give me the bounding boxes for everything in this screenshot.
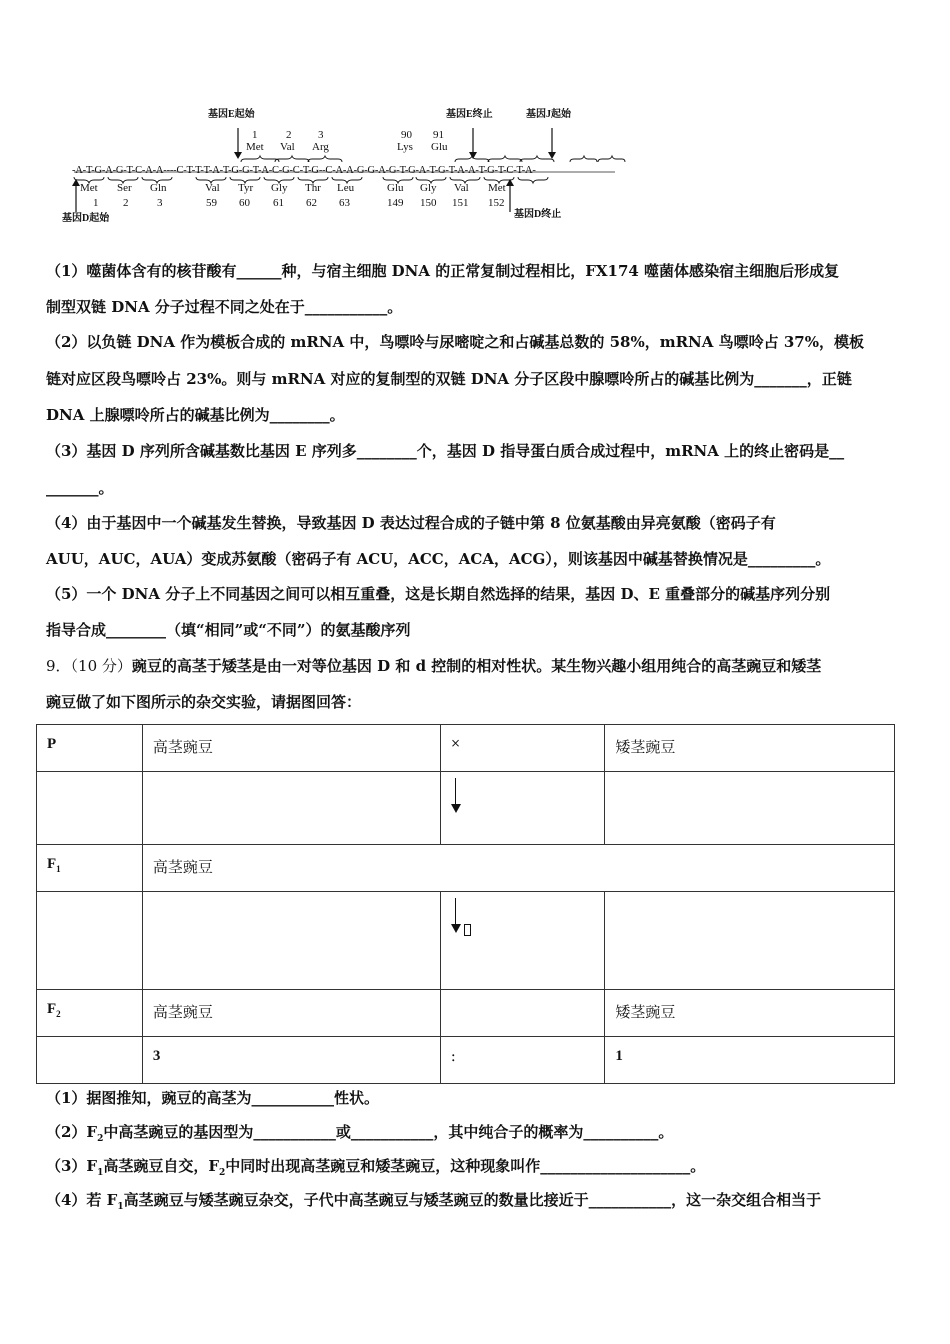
- ratio-colon: ：: [450, 1050, 463, 1064]
- gene-d-codon-aa: Val: [454, 182, 469, 194]
- gene-e-codon-aa: Arg: [312, 141, 329, 153]
- gene-e-codon-aa: Val: [280, 141, 295, 153]
- q8-sub1-line2: 制型双链 DNA 分子过程不同之处在于___________。: [46, 298, 403, 316]
- q8-sub1-line1: （1）噬菌体含有的核苷酸有______种，与宿主细胞 DNA 的正常复制过程相比，FX174 噬菌体感染宿主细胞后形成复: [46, 262, 840, 280]
- gene-overlap-figure: [60, 104, 630, 228]
- gene-d-codon-aa: Gln: [150, 182, 167, 194]
- gene-d-end-label: 基因D终止: [514, 209, 562, 220]
- q8-sub5-line2: 指导合成________（填“相同”或“不同”）的氨基酸序列: [46, 621, 411, 639]
- q8-sub2-line3: DNA 上腺嘌呤所占的碱基比例为________。: [46, 406, 345, 424]
- f2-dwarf-pea: 矮茎豌豆: [615, 1003, 676, 1021]
- q9-sub3: $(3)F_1$高茎豌豆自交，$F_2$中同时出现高茎豌豆和矮茎豌豆，这种现象叫作____________________。: [46, 1157, 706, 1178]
- f1-tall-pea: 高茎豌豆: [152, 858, 213, 876]
- gene-d-codon-aa: Thr: [305, 182, 321, 194]
- arrow-down-icon: [451, 778, 461, 816]
- gene-e-codon-num: 91: [433, 129, 444, 141]
- table-row-p: [37, 725, 895, 772]
- gene-d-codon-aa: Val: [205, 182, 220, 194]
- table-row-f2: [37, 990, 895, 1037]
- q9-intro-text: 豌豆的高茎于矮茎是由一对等位基因 D 和 d 控制的相对性状。某生物兴趣小组用纯合的高茎豌豆和矮茎: [131, 657, 822, 675]
- gene-d-codon-num: 61: [273, 197, 284, 209]
- gene-d-codon-aa: Glu: [387, 182, 404, 194]
- gene-d-codon-num: 150: [420, 197, 437, 209]
- cross-experiment-table: [36, 724, 895, 1084]
- generation-label-p: P: [47, 736, 57, 752]
- gene-e-start-label: 基因E起始: [208, 109, 255, 120]
- q8-sub2-line2: 链对应区段鸟嘌呤占 23%。则与 mRNA 对应的复制型的双链 DNA 分子区段中腺嘌呤所占的碱基比例为_______，正链: [46, 370, 852, 388]
- dna-sequence: -A-T-G-A-G-T-C-A-A----C-T-T-T-A-T-G-G-T-A-C-G-C-T-G--C-A-A-G-G-A-G-T-G-A-T-G-T-A-A-T-G-T-C-T-A-: [72, 165, 536, 176]
- gene-d-codon-aa: Gly: [271, 182, 288, 194]
- q9-sub2: $(2)F_2$中高茎豌豆的基因型为___________或___________，其中纯合子的概率为__________。: [46, 1123, 674, 1144]
- gene-j-start-label: 基因J起始: [526, 109, 571, 120]
- gene-d-codon-aa: Gly: [420, 182, 437, 194]
- gene-d-codon-aa: Met: [80, 182, 98, 194]
- gene-d-codon-num: 60: [239, 197, 250, 209]
- p-tall-pea: 高茎豌豆: [152, 738, 213, 756]
- q8-sub2-line1: （2）以负链 DNA 作为模板合成的 mRNA 中，鸟嘌呤与尿嘧啶之和占碱基总数的 58%，mRNA 鸟嘌呤占 37%，模板: [46, 333, 864, 351]
- q8-sub4-line1: （4）由于基因中一个碱基发生替换，导致基因 D 表达过程合成的子链中第 8 位氨基酸由异亮氨酸（密码子有: [46, 514, 776, 532]
- q9-intro-line2: 豌豆做了如下图所示的杂交实验，请据图回答：: [46, 693, 362, 711]
- gene-d-codon-num: 3: [157, 197, 163, 209]
- gene-d-codon-num: 152: [488, 197, 505, 209]
- gene-e-codon-num: 1: [252, 129, 258, 141]
- missing-glyph-icon: [464, 924, 471, 936]
- arrow-down-icon: [451, 898, 461, 936]
- gene-d-codon-aa: Met: [488, 182, 506, 194]
- cross-symbol: ×: [450, 736, 461, 750]
- generation-label-f1: $F_1$: [47, 856, 61, 874]
- gene-e-codon-num: 2: [286, 129, 292, 141]
- q9-number: 9．（10 分）: [46, 657, 132, 675]
- gene-e-end-label: 基因E终止: [446, 109, 493, 120]
- q9-intro-line1: [46, 656, 821, 676]
- gene-d-codon-aa: Leu: [337, 182, 355, 194]
- gene-d-codon-num: 59: [206, 197, 217, 209]
- ratio-dwarf: 1: [615, 1048, 623, 1064]
- gene-e-codon-aa: Lys: [397, 141, 413, 153]
- gene-e-codon-num: 3: [318, 129, 324, 141]
- gene-d-codon-num: 151: [452, 197, 469, 209]
- q9-sub4: （4）若 $F_1$高茎豌豆与矮茎豌豆杂交，子代中高茎豌豆与矮茎豌豆的数量比接近于___________，这一杂交组合相当于: [46, 1191, 822, 1212]
- gene-d-codon-num: 1: [93, 197, 99, 209]
- gene-d-codon-aa: Tyr: [238, 182, 254, 194]
- gene-d-codon-num: 63: [339, 197, 350, 209]
- table-row-ratio: [37, 1037, 895, 1084]
- gene-d-codon-aa: Ser: [117, 182, 132, 194]
- table-row-arrow-2: [37, 892, 895, 990]
- gene-e-codon-aa: Glu: [431, 141, 448, 153]
- q8-sub4-line2: AUU，AUC，AUA）变成苏氨酸（密码子有 ACU，ACC，ACA，ACG），则该基因中碱基替换情况是_________。: [46, 550, 831, 568]
- p-dwarf-pea: 矮茎豌豆: [615, 738, 676, 756]
- gene-d-codon-num: 62: [306, 197, 317, 209]
- table-row-f1: [37, 845, 895, 892]
- table-row-arrow-1: [37, 772, 895, 845]
- gene-e-codon-aa: Met: [246, 141, 264, 153]
- gene-e-codon-num: 90: [401, 129, 412, 141]
- gene-d-codon-num: 149: [387, 197, 404, 209]
- ratio-tall: 3: [152, 1048, 161, 1064]
- f2-tall-pea: 高茎豌豆: [152, 1003, 213, 1021]
- q9-sub1: （1）据图推知，豌豆的高茎为___________性状。: [46, 1089, 379, 1107]
- generation-label-f2: $F_2$: [47, 1001, 61, 1019]
- gene-d-codon-num: 2: [123, 197, 129, 209]
- q8-sub3-line1: （3）基因 D 序列所含碱基数比基因 E 序列多________个，基因 D 指导蛋白质合成过程中，mRNA 上的终止密码是__: [46, 442, 845, 460]
- q8-sub5-line1: （5）一个 DNA 分子上不同基因之间可以相互重叠，这是长期自然选择的结果，基因 D、E 重叠部分的碱基序列分别: [46, 585, 831, 603]
- gene-d-start-label: 基因D起始: [62, 213, 110, 224]
- q8-sub3-line2: _______。: [46, 479, 114, 497]
